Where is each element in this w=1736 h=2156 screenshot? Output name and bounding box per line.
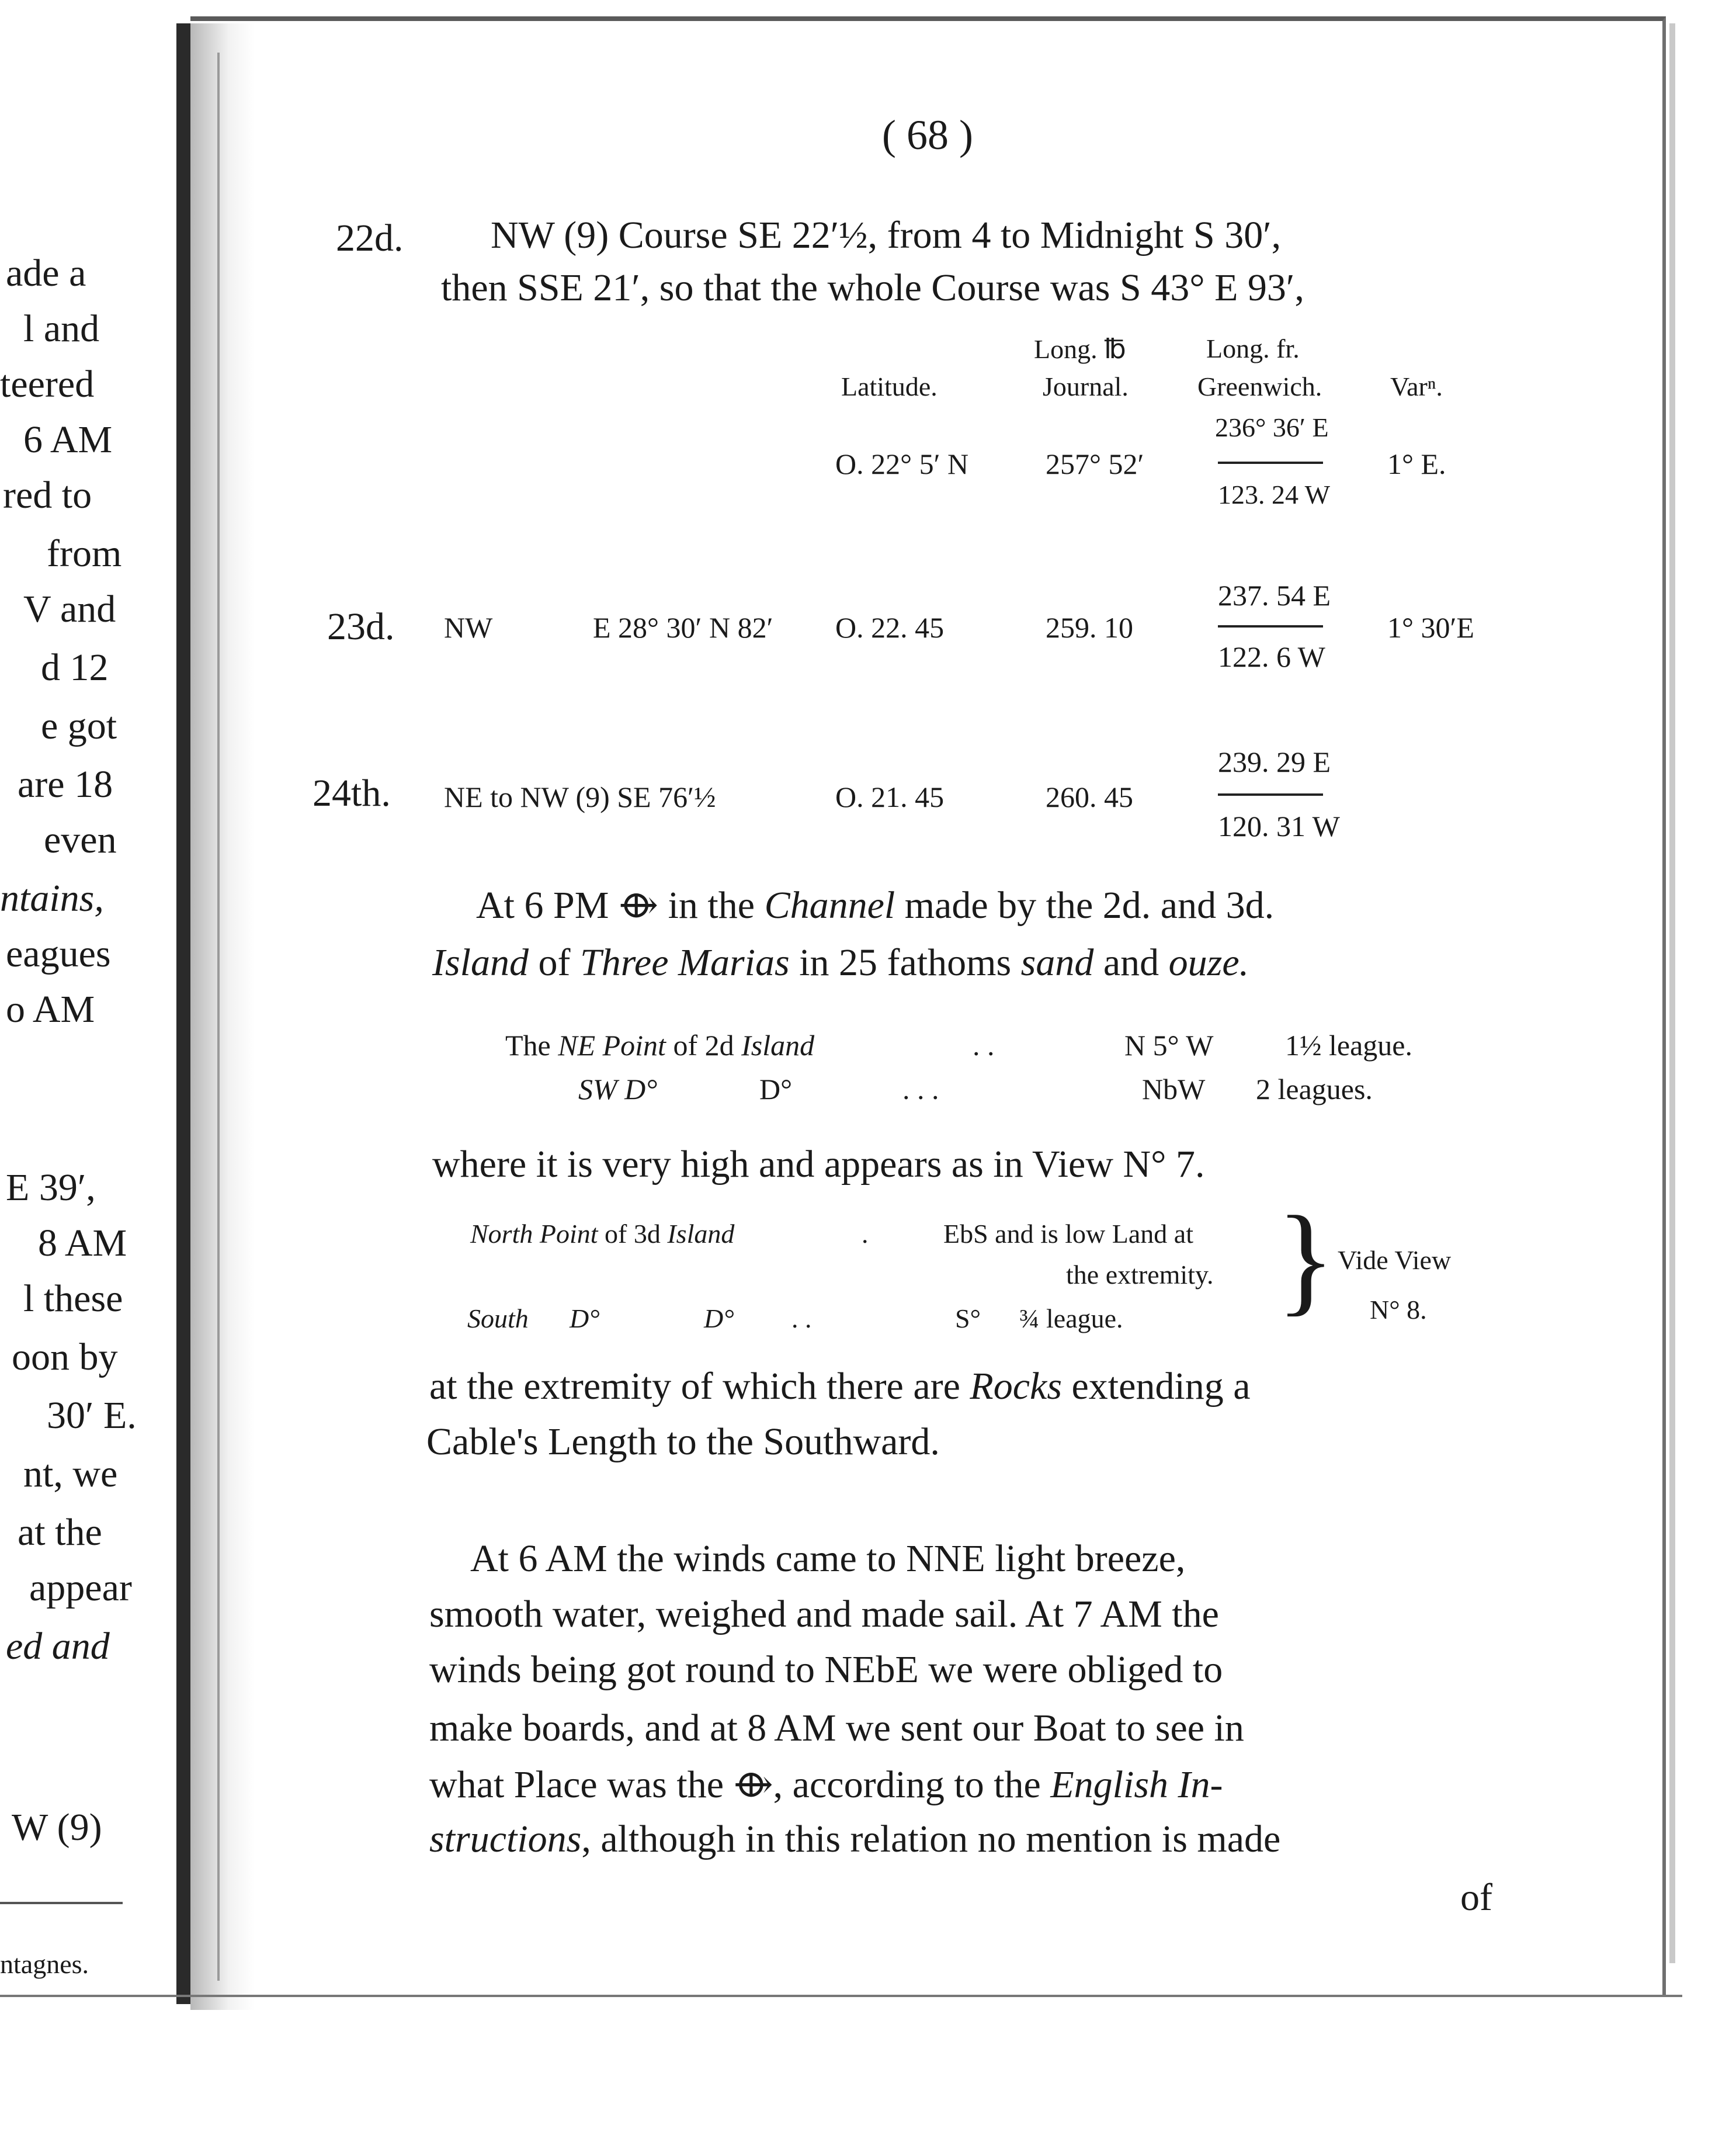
page-number: ( 68 ) [882, 112, 973, 158]
cell-greenwich-west: 120. 31 W [1218, 810, 1340, 843]
paragraph-line [429, 1364, 1251, 1409]
header-latitude: Latitude. [841, 372, 938, 401]
text-run: sand [1020, 941, 1094, 984]
bearing-distance: 2 leagues. [1256, 1073, 1373, 1105]
left-fragment: e got [41, 705, 117, 747]
book-spine [176, 23, 190, 2004]
text-run: The [505, 1029, 558, 1062]
text-run: English In- [1050, 1763, 1223, 1806]
text-run: Channel [764, 884, 895, 927]
text-run: Island [432, 941, 529, 984]
bearing-note: the extremity. [1066, 1260, 1214, 1290]
text-run: Rocks [970, 1365, 1063, 1408]
left-fragment: l and [23, 307, 100, 350]
bearing-dots: . . [791, 1304, 812, 1333]
left-fragment: even [44, 819, 117, 861]
paragraph-line: Cable's Length to the Southward. [426, 1420, 940, 1463]
text-run: and [1093, 941, 1169, 984]
cell-greenwich-east: 239. 29 E [1218, 746, 1331, 778]
bearing-row [470, 1218, 734, 1249]
left-fragment: 6 AM [23, 418, 113, 461]
left-fragment: eagues [6, 933, 111, 975]
paragraph-line: where it is very high and appears as in View N° 7. [432, 1143, 1205, 1186]
text-run: structions [429, 1818, 582, 1860]
text-run: made by the 2d. and 3d. [895, 884, 1275, 927]
bearing-direction: NbW [1142, 1073, 1206, 1105]
paragraph-line [429, 1817, 1280, 1862]
fraction-rule [1218, 625, 1323, 628]
text-run: Island [741, 1029, 815, 1062]
vide-view-number: N° 8. [1370, 1295, 1427, 1325]
text-run: at the extremity of which there are [429, 1365, 970, 1408]
cell-journal: 257° 52′ [1046, 448, 1144, 480]
left-fragment: d 12 [41, 646, 109, 689]
paragraph-line [476, 882, 1274, 928]
left-fragment: W (9) [12, 1806, 102, 1849]
cell-latitude: O. 22. 45 [835, 611, 945, 644]
cell-wind: NE to NW (9) SE 76′½ [444, 781, 716, 813]
left-fragment: l these [23, 1277, 123, 1320]
header-long-greenwich: Greenwich. [1197, 372, 1322, 401]
bearing-row [505, 1028, 814, 1062]
bearing-distance: 1½ league. [1285, 1029, 1412, 1062]
left-fragment: appear [29, 1566, 132, 1609]
bearing-label: SW D° [578, 1073, 658, 1105]
text-run: North Point [470, 1219, 598, 1249]
left-page-footnote-rule [0, 1902, 123, 1904]
left-fragment: 8 AM [38, 1222, 127, 1264]
fraction-rule [1218, 462, 1323, 464]
brace-symbol: } [1276, 1191, 1335, 1327]
header-long-journal: Long. ℔ [1034, 334, 1126, 364]
cell-greenwich-east: 237. 54 E [1218, 579, 1331, 612]
vide-view-label: Vide View [1338, 1245, 1452, 1275]
cell-date: 23d. [327, 605, 395, 648]
cell-journal: 260. 45 [1046, 781, 1133, 813]
text-run: Three Marias [579, 941, 790, 984]
text-run: ouze. [1168, 941, 1249, 984]
catchword: of [1460, 1876, 1492, 1919]
bearing-dots: . . [973, 1029, 995, 1062]
bearing-ditto: D° [570, 1304, 600, 1333]
text-run: of 2d [665, 1029, 742, 1062]
cell-latitude: O. 22° 5′ N [835, 448, 969, 480]
left-fragment: o AM [6, 988, 95, 1031]
left-fragment: nt, we [23, 1453, 118, 1495]
cell-greenwich-west: 122. 6 W [1218, 640, 1325, 673]
left-fragment: ntagnes. [0, 1949, 89, 1979]
cell-wind: NW [444, 611, 493, 644]
fraction-rule [1218, 793, 1323, 796]
left-fragment: V and [23, 588, 116, 630]
text-run: what Place was the ⟴, according to the [429, 1763, 1051, 1806]
bearing-distance: ¾ league. [1019, 1304, 1123, 1333]
right-page-border [190, 16, 1666, 1996]
paragraph-line: At 6 AM the winds came to NNE light breeze, [470, 1537, 1186, 1580]
cell-latitude: O. 21. 45 [835, 781, 945, 813]
text-run: At 6 PM ⟴ in the [476, 884, 765, 927]
paragraph-line [429, 1762, 1223, 1807]
left-fragment: are 18 [18, 763, 113, 806]
header-long-journal: Journal. [1043, 372, 1129, 401]
left-fragment: ed and [6, 1625, 110, 1668]
entry-line: NW (9) Course SE 22′½, from 4 to Midnight S 30′, [491, 214, 1282, 256]
cell-variation: 1° E. [1387, 448, 1446, 480]
cell-journal: 259. 10 [1046, 611, 1133, 644]
bearing-ditto: D° [704, 1304, 734, 1333]
entry-line: then SSE 21′, so that the whole Course was S 43° E 93′, [441, 266, 1304, 309]
cell-date: 24th. [313, 772, 391, 814]
left-fragment: at the [18, 1511, 102, 1554]
cell-course: E 28° 30′ N 82′ [593, 611, 773, 644]
bearing-dots: . . . [902, 1073, 939, 1105]
left-fragment: E 39′, [6, 1166, 96, 1209]
text-run: Island [667, 1219, 735, 1249]
left-fragment: from [47, 532, 122, 575]
text-run: of [529, 941, 580, 984]
bearing-dots: . [862, 1219, 869, 1249]
bearing-direction: S° [955, 1304, 981, 1333]
header-long-greenwich: Long. fr. [1206, 334, 1300, 363]
page-edge [1669, 23, 1675, 1963]
page-bottom-edge [0, 1987, 1682, 1997]
bearing-direction: N 5° W [1124, 1029, 1214, 1062]
bearing-direction: EbS and is low Land at [943, 1219, 1193, 1249]
paragraph-line: smooth water, weighed and made sail. At 7 AM the [429, 1593, 1219, 1635]
left-fragment: oon by [12, 1336, 118, 1378]
text-run: , although in this relation no mention is made [581, 1818, 1281, 1860]
text-run: in 25 fathoms [789, 941, 1021, 984]
entry-date: 22d. [336, 217, 404, 259]
left-fragment: ntains, [0, 877, 104, 920]
cell-variation: 1° 30′E [1387, 611, 1474, 644]
paragraph-line: winds being got round to NEbE we were obliged to [429, 1648, 1223, 1691]
paragraph-line [432, 941, 1249, 985]
left-fragment: ade a [6, 252, 86, 294]
header-variation: Varⁿ. [1390, 372, 1443, 401]
text-run: of 3d [598, 1219, 668, 1249]
paragraph-line: make boards, and at 8 AM we sent our Boat to see in [429, 1707, 1244, 1749]
left-fragment: teered [0, 363, 95, 405]
text-run: extending a [1062, 1365, 1251, 1408]
cell-greenwich-east: 236° 36′ E [1215, 413, 1329, 442]
bearing-ditto: D° [759, 1073, 793, 1105]
left-fragment: 30′ E. [47, 1394, 137, 1437]
left-fragment: red to [3, 474, 92, 517]
cell-greenwich-west: 123. 24 W [1218, 480, 1331, 509]
text-run: NE Point [558, 1029, 666, 1062]
bearing-label: South [467, 1304, 529, 1333]
